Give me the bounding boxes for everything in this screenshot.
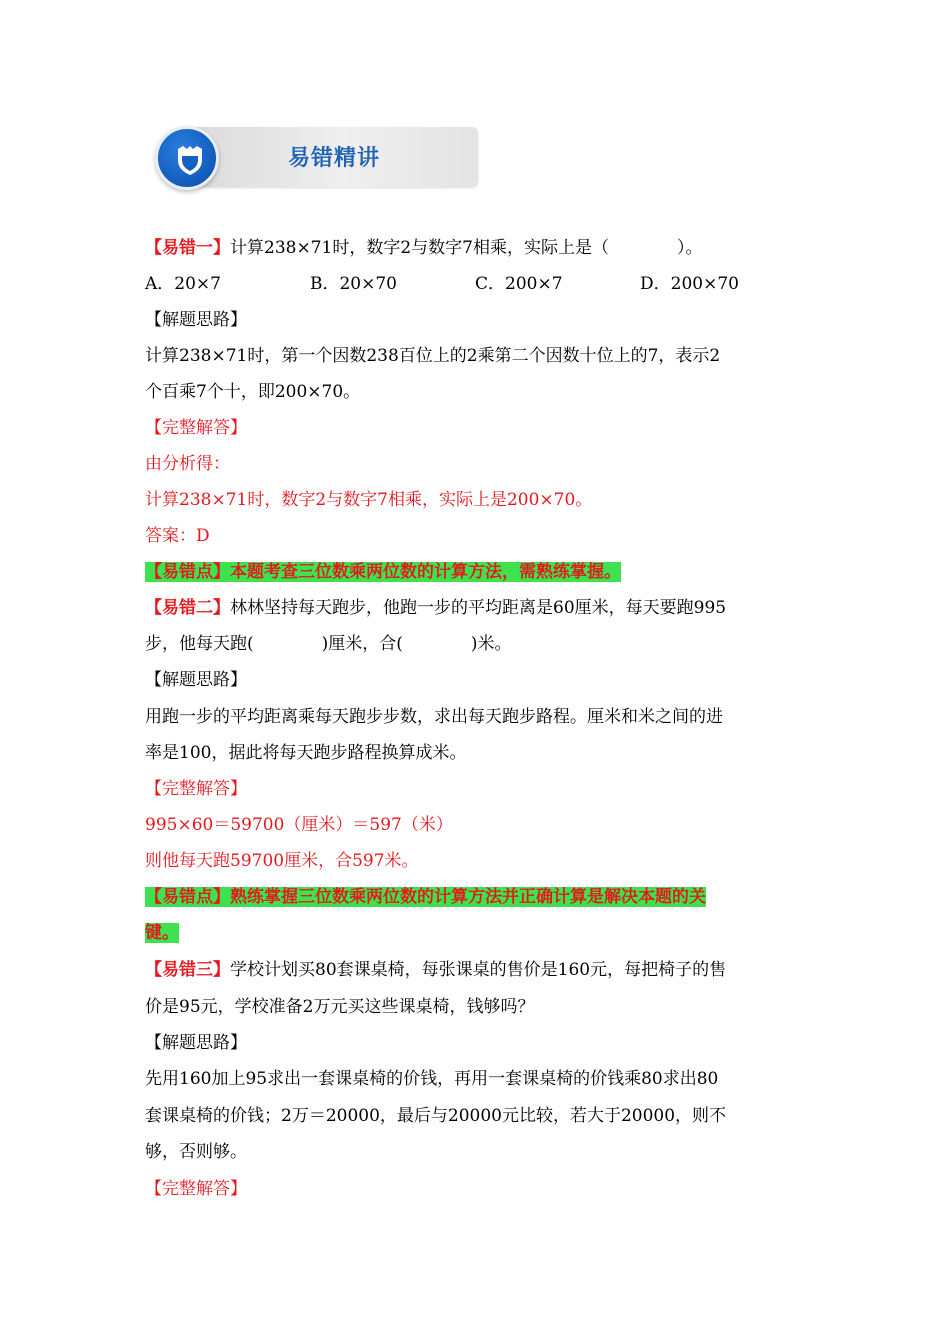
option-a: A．20×7 [145,274,221,294]
problem1-options [145,271,805,297]
section-title: 易错精讲 [288,146,381,171]
option-b: B．20×70 [310,274,398,294]
problem3-tag: 【易错三】 [145,960,230,980]
problem1-question-line [145,235,702,261]
problem2-key-point-text-2: 键。 [145,923,179,943]
problem3-thinking-line-2: 套课桌椅的价钱；2万＝20000，最后与20000元比较，若大于20000，则不 [145,1106,727,1126]
problem2-thinking-label: 【解题思路】 [145,670,247,690]
problem1-answer-line-1: 由分析得： [145,454,230,474]
option-d: D．200×70 [640,274,739,294]
problem2-answer-line-2: 则他每天跑59700厘米，合597米。 [145,851,419,871]
problem3-answer-label: 【完整解答】 [145,1179,247,1199]
problem2-tag: 【易错二】 [145,598,230,618]
problem2-answer-line-1: 995×60＝59700（厘米）＝597（米） [145,815,453,835]
problem2-thinking-line-2: 率是100，据此将每天跑步路程换算成米。 [145,743,467,763]
problem3-thinking-line-3: 够，否则够。 [145,1142,247,1162]
problem2-key-point-line-1 [145,884,706,910]
problem2-question-1: 林林坚持每天跑步，他跑一步的平均距离是60厘米，每天要跑995 [230,598,727,618]
shield-icon [175,144,205,176]
problem1-thinking-line-1: 计算238×71时，第一个因数238百位上的2乘第二个因数十位上的7，表示2 [145,346,721,366]
option-c: C．200×7 [475,274,563,294]
problem1-thinking-label: 【解题思路】 [145,310,247,330]
problem1-tag: 【易错一】 [145,238,230,258]
problem1-thinking-line-2: 个百乘7个十，即200×70。 [145,382,361,402]
problem1-question: 计算238×71时，数字2与数字7相乘，实际上是（ ）。 [230,238,703,258]
problem3-question-line-2: 价是95元，学校准备2万元买这些课桌椅，钱够吗？ [145,997,535,1017]
problem3-thinking-label: 【解题思路】 [145,1033,247,1053]
problem2-question-line-1 [145,595,726,621]
problem2-question-line-2: 步，他每天跑( )厘米，合( )米。 [145,634,512,654]
problem2-key-point-line-2 [145,920,179,946]
banner-badge [155,126,219,190]
problem3-question-1: 学校计划买80套课桌椅，每张课桌的售价是160元，每把椅子的售 [230,960,727,980]
problem2-thinking-line-1: 用跑一步的平均距离乘每天跑步步数，求出每天跑步路程。厘米和米之间的进 [145,707,723,727]
problem1-key-point [145,559,621,585]
problem3-thinking-line-1: 先用160加上95求出一套课桌椅的价钱，再用一套课桌椅的价钱乘80求出80 [145,1069,719,1089]
problem2-key-point-text-1: 【易错点】熟练掌握三位数乘两位数的计算方法并正确计算是解决本题的关 [145,887,706,907]
problem1-key-point-text: 【易错点】本题考查三位数乘两位数的计算方法，需熟练掌握。 [145,562,621,582]
problem1-answer-line-3: 答案：D [145,526,210,546]
section-banner [150,127,480,189]
problem1-answer-label: 【完整解答】 [145,418,247,438]
problem1-answer-line-2: 计算238×71时，数字2与数字7相乘，实际上是200×70。 [145,490,593,510]
problem2-answer-label: 【完整解答】 [145,779,247,799]
problem3-question-line-1 [145,957,726,983]
